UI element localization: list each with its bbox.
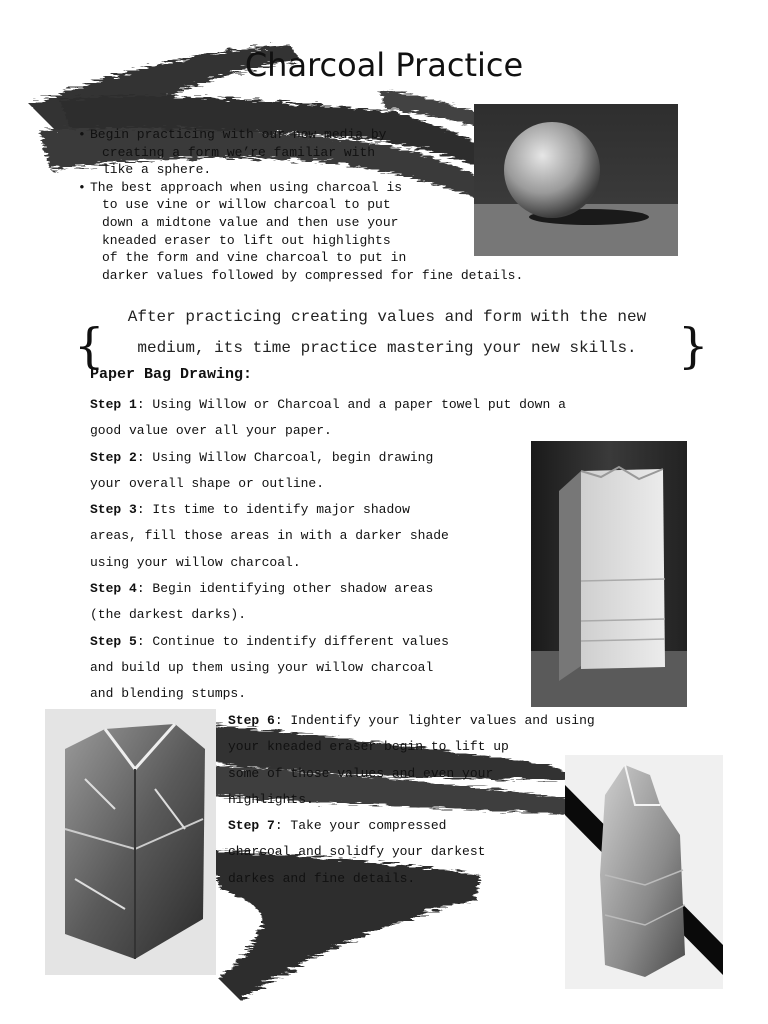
step-item-continued: your overall shape or outline.: [90, 475, 325, 491]
step-item-continued: darkes and fine details.: [228, 870, 416, 886]
section-title: Paper Bag Drawing:: [90, 366, 253, 383]
steps-block-upper: [90, 392, 566, 708]
step-item: Step 7: Take your compressed: [228, 818, 447, 834]
step-item-continued: and build up them using your willow charcoal: [90, 659, 434, 675]
intro-callout: [92, 302, 682, 364]
intro-line-1: After practicing creating values and form with the new: [127, 308, 647, 326]
step-item-continued: some of those values and even your: [228, 765, 494, 781]
step-item-continued: highlights.: [228, 791, 314, 807]
step-item-continued: charcoal and solidfy your darkest: [228, 844, 486, 860]
step-item: Step 5: Continue to indentify different values: [90, 633, 449, 649]
step-item: Step 1: Using Willow or Charcoal and a paper towel put down a: [90, 397, 566, 412]
step-item-continued: good value over all your paper.: [90, 423, 332, 439]
intro-line-2: medium, its time practice mastering your new skills.: [137, 339, 637, 357]
step-item: Step 2: Using Willow Charcoal, begin drawing: [90, 449, 434, 465]
bullet-item: • Begin practicing with our new media by creating a form we’re familiar with like a sphere.: [78, 127, 387, 178]
step-item-continued: using your willow charcoal.: [90, 554, 301, 570]
steps-block-lower: [228, 708, 595, 892]
step-item-continued: and blending stumps.: [90, 686, 247, 702]
step-item: Step 6: Indentify your lighter values and using: [228, 713, 595, 728]
page-title: Charcoal Practice: [244, 46, 524, 84]
right-brace: }: [678, 318, 709, 374]
step-item-continued: areas, fill those areas in with a darker shade: [90, 528, 449, 544]
left-brace: {: [74, 318, 105, 374]
tall-crumpled-bag-drawing-image: [565, 755, 723, 989]
crumpled-bag-drawing-image: [45, 709, 216, 975]
step-item: Step 4: Begin identifying other shadow areas: [90, 581, 434, 597]
bullet-item: • The best approach when using charcoal is to use vine or willow charcoal to put down a midtone value and then use your kneaded eraser to lift out highlights of the form and vine charcoal to put in darker values followed by compressed for fine details.: [78, 179, 524, 283]
step-item-continued: your kneaded eraser begin to lift up: [228, 739, 509, 755]
step-item-continued: (the darkest darks).: [90, 607, 247, 623]
intro-bullet-list: [78, 126, 598, 284]
step-item: Step 3: Its time to identify major shadow: [90, 502, 410, 518]
